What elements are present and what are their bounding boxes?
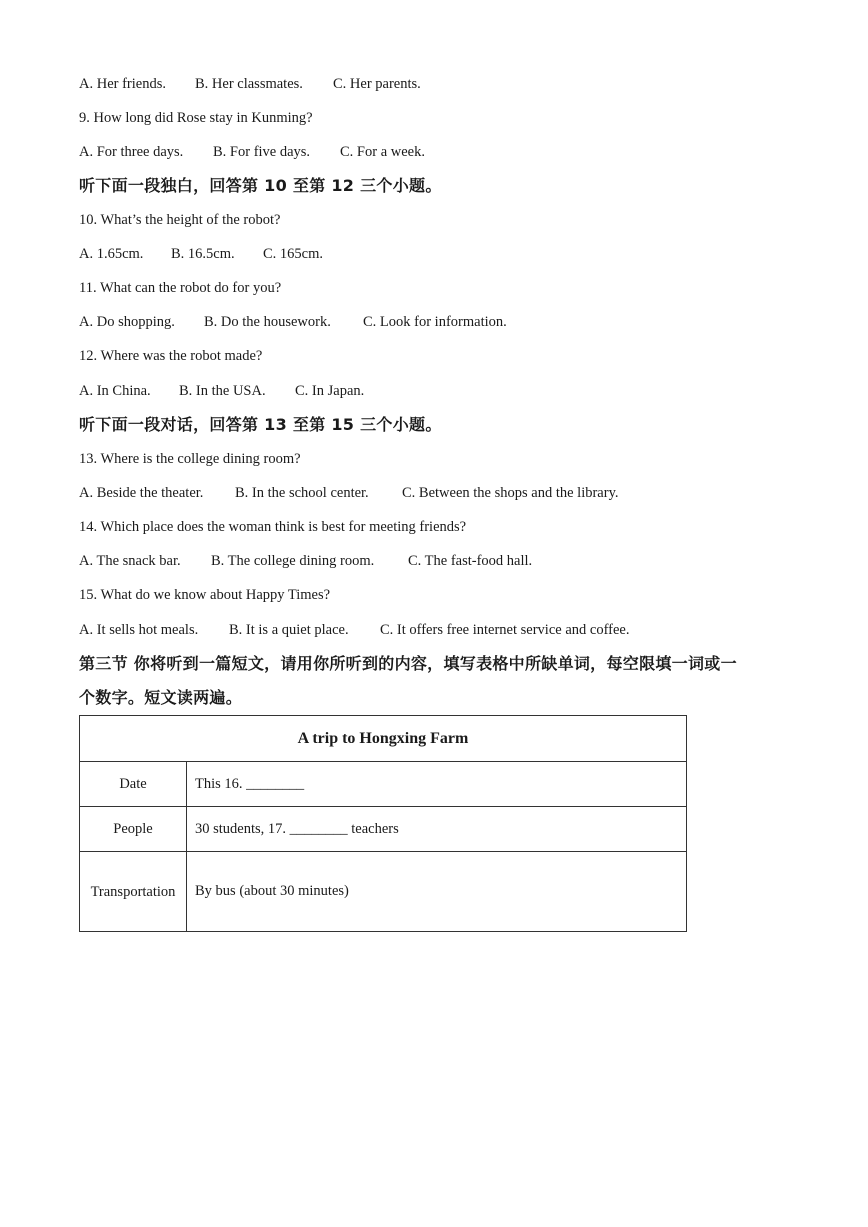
q9-option-b: B. For five days.	[213, 144, 311, 160]
q14-option-c: C. The fast-food hall.	[408, 553, 533, 569]
q9-option-c: C. For a week.	[340, 144, 425, 160]
section-heading-10-12: 听下面一段独白，回答第 10 至第 12 三个小题。	[79, 176, 442, 195]
q11-option-a: A. Do shopping.	[79, 314, 175, 330]
q8-option-c: C. Her parents.	[333, 76, 421, 92]
q14-option-a: A. The snack bar.	[79, 553, 181, 569]
table-caption: A trip to Hongxing Farm	[80, 716, 687, 762]
q11-option-b: B. Do the housework.	[204, 314, 331, 330]
q12-option-b: B. In the USA.	[179, 383, 266, 399]
q11-option-c: C. Look for information.	[363, 314, 507, 330]
table-row	[80, 852, 687, 932]
q15-options	[79, 620, 629, 640]
q12-options	[79, 381, 364, 401]
q14-option-b: B. The college dining room.	[211, 553, 375, 569]
section3-instruction-line2: 个数字。短文读两遍。	[79, 688, 243, 707]
table-row-value: 30 students, 17. ________ teachers	[187, 807, 687, 852]
table-row-value: This 16. ________	[187, 762, 687, 807]
q15-option-a: A. It sells hot meals.	[79, 622, 199, 638]
q10-option-b: B. 16.5cm.	[171, 246, 235, 262]
q13-option-a: A. Beside the theater.	[79, 485, 204, 501]
table-row-label: People	[80, 807, 187, 852]
q11-options	[79, 312, 507, 332]
q15-option-c: C. It offers free internet service and coffee.	[380, 622, 630, 638]
q8-option-a: A. Her friends.	[79, 76, 166, 92]
q10-option-a: A. 1.65cm.	[79, 246, 144, 262]
q8-options	[79, 74, 421, 94]
q10-option-c: C. 165cm.	[263, 246, 324, 262]
q13-option-c: C. Between the shops and the library.	[402, 485, 619, 501]
q14-options	[79, 551, 532, 571]
q15-question: 15. What do we know about Happy Times?	[79, 587, 331, 603]
q12-option-c: C. In Japan.	[295, 383, 365, 399]
section3-instruction-line1: 第三节 你将听到一篇短文，请用你所听到的内容，填写表格中所缺单词，每空限填一词或一	[79, 654, 737, 673]
q14-question: 14. Which place does the woman think is best for meeting friends?	[79, 519, 467, 535]
q13-question: 13. Where is the college dining room?	[79, 451, 301, 467]
fill-in-table	[79, 715, 687, 932]
q13-option-b: B. In the school center.	[235, 485, 369, 501]
q9-option-a: A. For three days.	[79, 144, 184, 160]
table-row-label: Date	[80, 762, 187, 807]
table-row-label-cell	[80, 852, 187, 932]
table-row	[80, 807, 687, 852]
q12-option-a: A. In China.	[79, 383, 151, 399]
table-row	[80, 762, 687, 807]
q10-options	[79, 244, 323, 264]
q8-option-b: B. Her classmates.	[195, 76, 303, 92]
q12-question: 12. Where was the robot made?	[79, 348, 263, 364]
table-row-value: By bus (about 30 minutes)	[187, 852, 687, 932]
q9-options	[79, 142, 425, 162]
section-heading-13-15: 听下面一段对话，回答第 13 至第 15 三个小题。	[79, 415, 442, 434]
table-row-label: Transportation	[90, 883, 176, 900]
q11-question: 11. What can the robot do for you?	[79, 280, 282, 296]
q15-option-b: B. It is a quiet place.	[229, 622, 349, 638]
q9-question: 9. How long did Rose stay in Kunming?	[79, 110, 313, 126]
q10-question: 10. What’s the height of the robot?	[79, 212, 281, 228]
q13-options	[79, 483, 619, 503]
